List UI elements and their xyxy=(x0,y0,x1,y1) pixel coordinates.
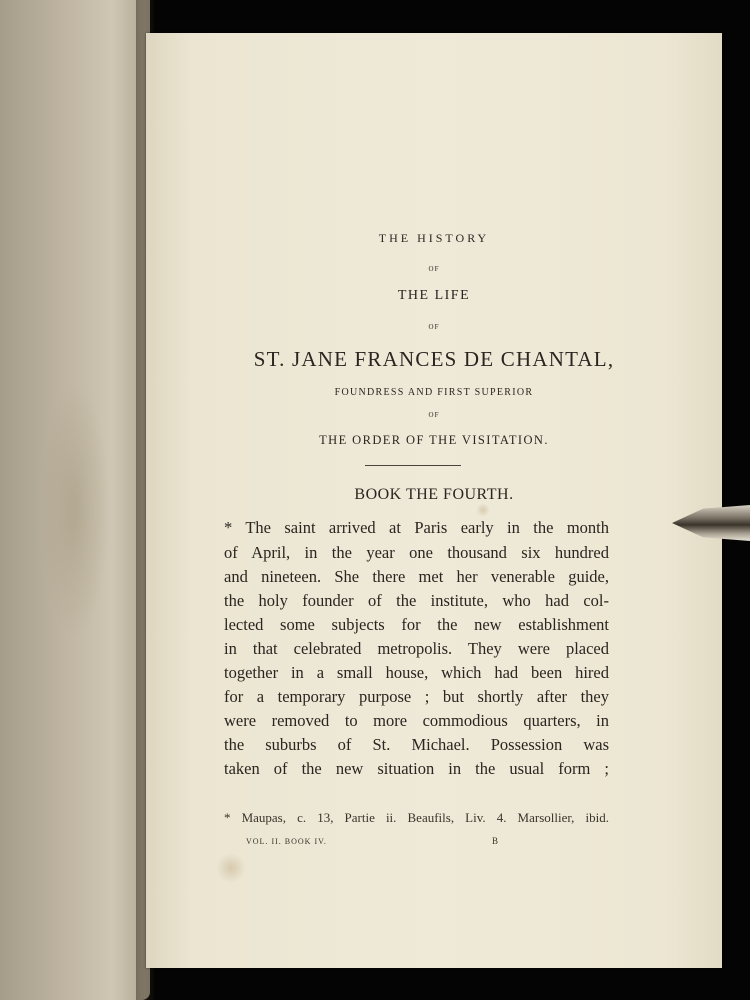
title-main: ST. JANE FRANCES DE CHANTAL, xyxy=(253,347,615,371)
body-line: and nineteen. She there met her venerable guide, xyxy=(224,567,609,586)
title-line-history: THE HISTORY xyxy=(378,231,490,245)
title-of-1: OF xyxy=(428,265,440,273)
left-page xyxy=(0,0,150,1000)
body-line: of April, in the year one thousand six hundred xyxy=(224,543,609,562)
title-divider xyxy=(365,465,461,466)
foxing-spot xyxy=(476,503,490,517)
body-line: taken of the new situation in the usual form ; xyxy=(224,759,609,778)
title-foundress: FOUNDRESS AND FIRST SUPERIOR xyxy=(334,387,534,398)
body-line: in that celebrated metropolis. They were placed xyxy=(224,639,609,658)
body-line: the holy founder of the institute, who had col- xyxy=(224,591,609,610)
signature-left: VOL. II. BOOK IV. xyxy=(246,837,327,846)
body-line: the suburbs of St. Michael. Possession was xyxy=(224,735,609,754)
body-line: together in a small house, which had been hired xyxy=(224,663,609,682)
body-line: were removed to more commodious quarters, in xyxy=(224,711,609,730)
body-line: for a temporary purpose ; but shortly after they xyxy=(224,687,609,706)
body-line: * The saint arrived at Paris early in the month xyxy=(224,518,609,537)
signature-mark: B xyxy=(492,836,500,846)
title-of-2: OF xyxy=(428,323,440,331)
book-heading: BOOK THE FOURTH. xyxy=(354,486,514,503)
title-line-life: THE LIFE xyxy=(397,288,471,303)
body-line: lected some subjects for the new establishment xyxy=(224,615,609,634)
title-of-3: OF xyxy=(428,411,440,419)
title-order: THE ORDER OF THE VISITATION. xyxy=(319,433,549,447)
footnote: * Maupas, c. 13, Partie ii. Beaufils, Liv. 4. Marsollier, ibid. xyxy=(224,810,609,825)
foxing-spot xyxy=(216,853,246,883)
